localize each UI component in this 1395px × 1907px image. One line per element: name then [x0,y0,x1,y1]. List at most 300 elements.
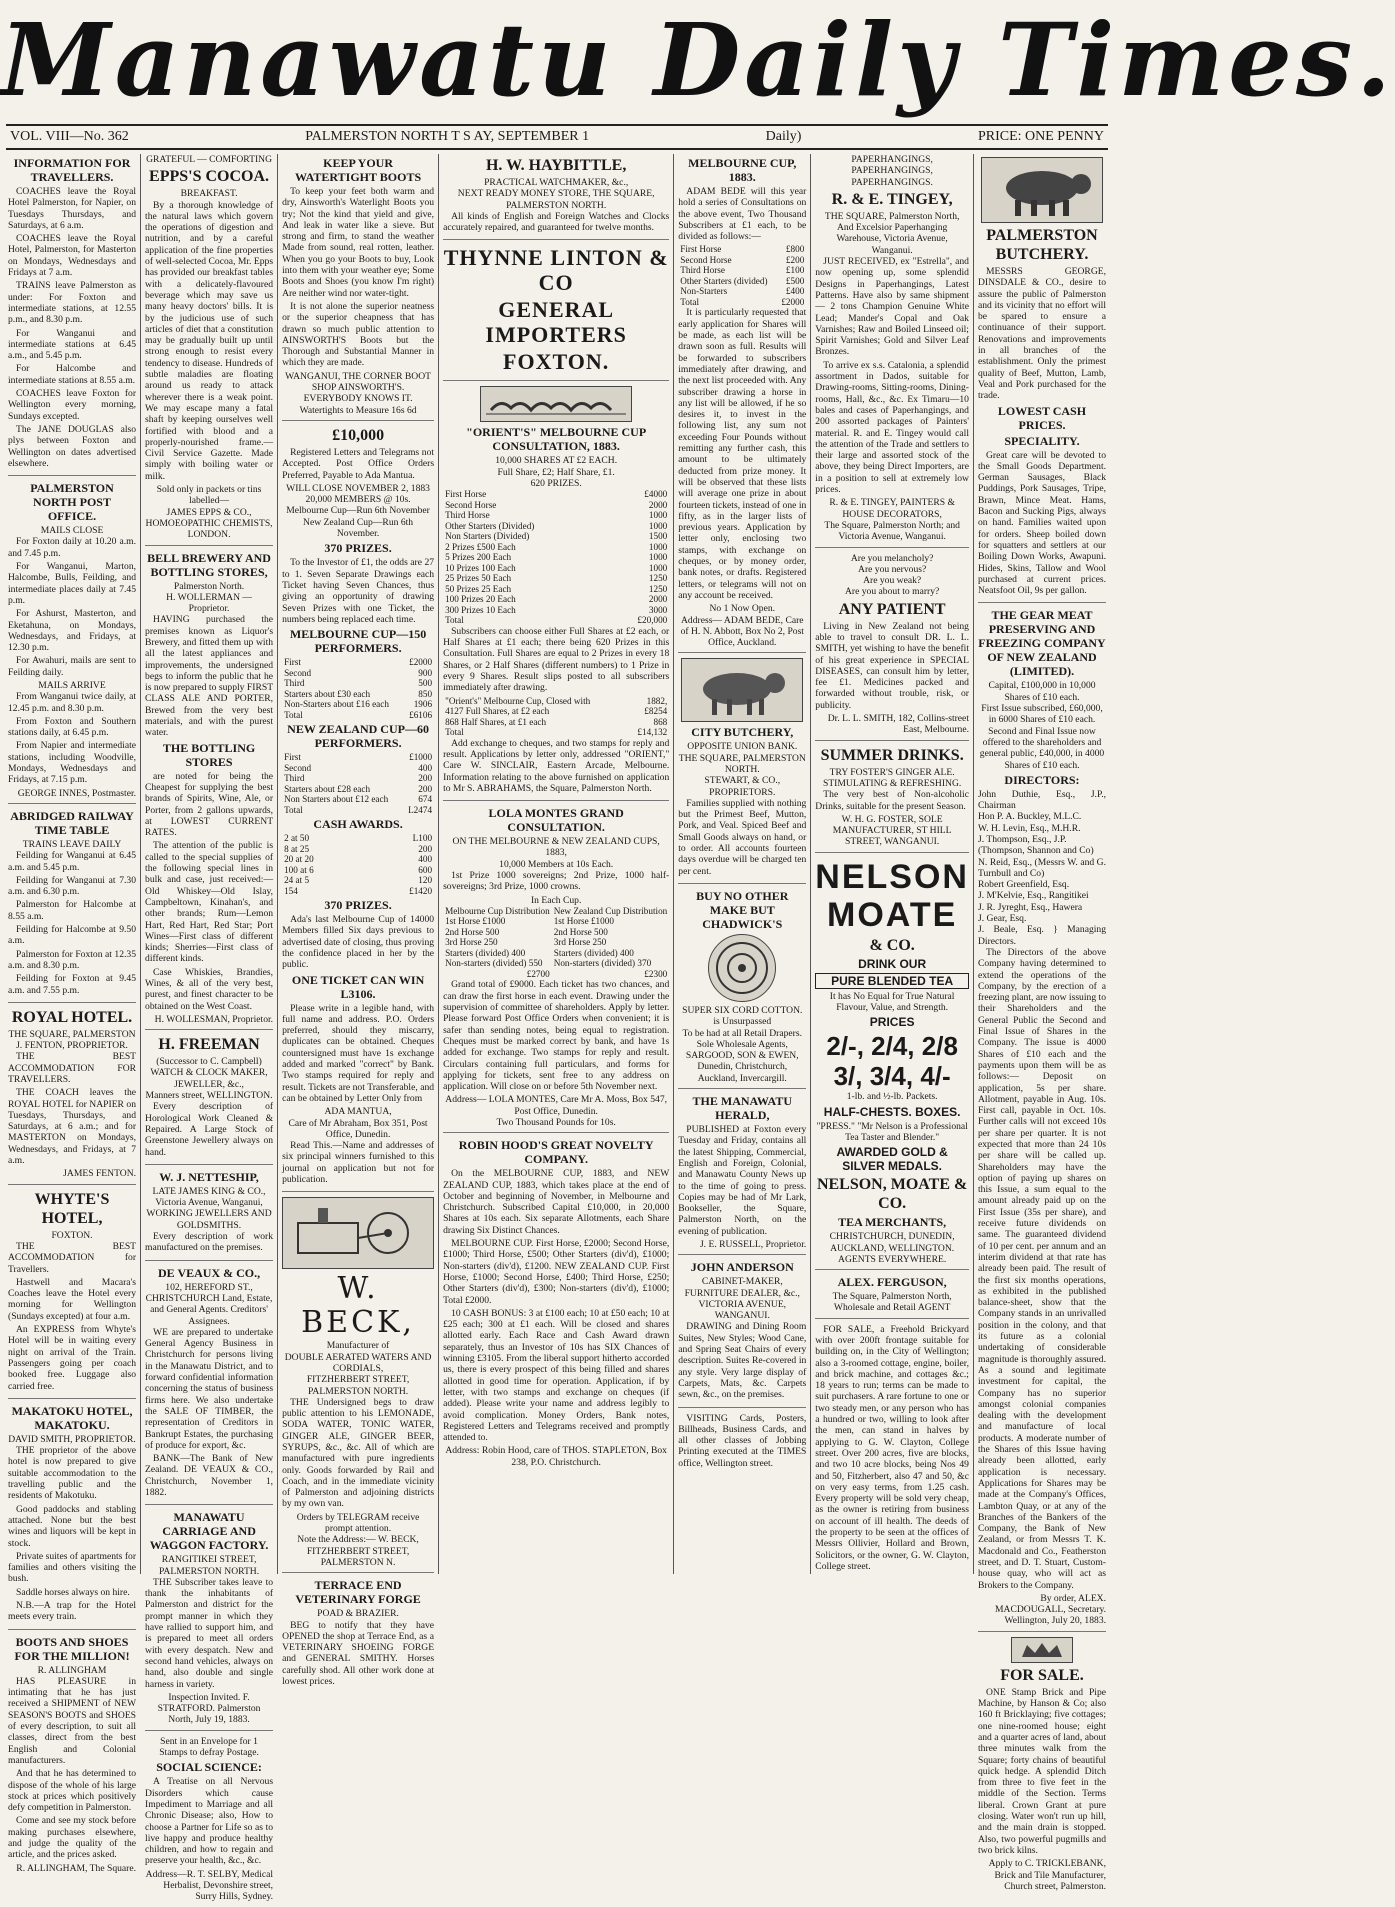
nelson-packets: 1-lb. and ½-lb. Packets. [846,1091,938,1103]
list-item: J. Gear, Esq. [977,913,1027,925]
beck-ad [282,1197,434,1573]
table-row: 4127 Full Shares, at £2 each £8254 [445,706,668,717]
herald-heading: THE MANAWATU HERALD, [692,1094,792,1123]
robin-address: Address: Robin Hood, care of THOS. STAPLETON, Box 238, P.O. Christchurch. [445,1445,667,1468]
list-item: John Duthie, Esq., J.P., Chairman [977,788,1107,812]
list-item: COACHES leave the Royal Hotel Palmerston, for Napier, on Tuesdays Thursdays, and Saturdays, at 6 a.m. [8,186,137,231]
herald-signature: J. E. RUSSELL, Proprietor. [699,1239,807,1250]
carriage-heading: MANAWATU CARRIAGE AND WAGGON FACTORY. [149,1510,269,1553]
list-item: THE proprietor of the above hotel is now prepared to give suitable accommodation to the travelling public and the residents of Makotuku. [8,1445,137,1502]
ainsworth-ad [282,156,434,421]
freeman-heading: H. FREEMAN [158,1036,260,1054]
cash-table [282,833,434,896]
lola-members: 10,000 Members at 10s Each. [499,858,614,870]
smith-heading: ANY PATIENT [838,600,946,618]
table-row: Starters about £30 each 850 [284,688,433,699]
epps-sold: Sold only in packets or tins labelled— [156,484,262,507]
table-row: Non Starters about £12 each 674 [284,794,433,805]
table-row: 154 £1420 [284,885,433,896]
table-row: 2nd Horse 500 2nd Horse 500 [445,926,608,937]
ticket-text: Please write in a legible hand, with full name and address. P.O. Orders preferred, should they miscarry, duplicates can be obtained. Cheques countersigned must have 1s exchange added and marked "correct" by Bank. Two stamps required for reply and result. Tickets are not Transferable, and can be obtained by Letter Only from [282,1002,435,1104]
table-row: Non Starters (Divided) 1500 [445,531,668,542]
list-item: The JANE DOUGLAS also plys between Foxton and Wellington on dates advertised elsewhere. [8,423,137,469]
orient-heading: "ORIENT'S" MELBOURNE CUP CONSULTATION, 1883. [466,425,647,454]
table-row: Second 900 [284,667,433,678]
ticket-heading: ONE TICKET CAN WIN L3106. [291,972,425,1001]
cash-prices-heading: LOWEST CASH PRICES. [997,403,1087,432]
visiting-text: VISITING Cards, Posters, Billheads, Business Cards, and all other classes of Jobbing Printing executed at the TIMES office, Wellington street. [678,1412,807,1469]
bottling-signature: H. WOLLESMAN, Proprietor. [154,1013,274,1025]
beck-note: Note the Address:— W. BECK, FITZHERBERT STREET, PALMERSTON N. [297,1534,419,1568]
epps-text: By a thorough knowledge of the natural laws which govern the operations of digestion and nutrition, and by a careful application of the fine properties of well-selected Cocoa, Mr. Epps has provided our breakfast tables with a delicately-flavoured beverage which may save us many heavy doctors' bills. It is by the judicious use of such articles of diet that a constitution may be gradually built up until strong enough to resist every tendency to disease. Hundreds of subtle maladies are floating around us ready to attack wherever there is a weak point. We may escape many a fatal shaft by keeping ourselves well fortified with blood and a properly-nourished frame.—Civil Service Gazette. Made simply with boiling water or milk. [145,199,274,482]
beck-sub-2: DOUBLE AERATED WATERS AND CORDIALS, [284,1351,432,1374]
table-row: 2 at 50 L100 [284,833,433,844]
carriage-text: THE Subscriber takes leave to thank the inhabitants of Palmerston and district for the prompt manner in which they have rallied to support him, and is prepared to meet all orders with every despatch. New and second hand vehicles, always on hand, also double and single harness in variety. [145,1576,274,1690]
ticket-signature: ADA MANTUA, [324,1106,392,1118]
table-row: Third 200 [284,773,433,784]
robin-text: On the MELBOURNE CUP, 1883, and NEW ZEALAND CUP, 1883, which takes place at the end of October and beginning of November, in Melbourne and Christchurch. Subscribed Capital £10,000, in 20,000 Shares at 10s each. Six separate Allotments, each Share drawing Six Distinct Chances. [443,1168,670,1236]
travellers-info [8,156,136,476]
haybittle-ad [443,156,669,240]
bell-proprietor: H. WOLLERMAN — Proprietor. [166,591,252,615]
list-item: N.B.—A trap for the Hotel meets every train. [8,1599,137,1623]
thynne-heading: THYNNE LINTON & CO [443,245,669,296]
epps-sub: BREAKFAST. [180,188,238,200]
thynne-place: FOXTON. [503,349,610,375]
summer-signature: W. H. G. FOSTER, SOLE MANUFACTURER, ST HILL STREET, WANGANUI. [832,813,952,848]
social-text: A Treatise on all Nervous Disorders which cause Impediment to Marriage and all Chronic Disease; also, How to choose a Partner for Life so as to live happy and produce healthy children, and how to regain and preserve your health, &c., &c. [145,1776,274,1867]
haybittle-address: NEXT READY MONEY STORE, THE SQUARE, PALMERSTON NORTH. [457,188,655,211]
list-item: Come and see my stock before making purchases elsewhere, and judge the quality of the article, and the prices asked. [8,1815,137,1861]
postmaster-signature: GEORGE INNES, Postmaster. [17,787,137,799]
butchery-firm: STEWART, & CO., PROPRIETORS. [704,775,781,798]
list-item: J. Beale, Esq. } Managing Directors. [977,924,1107,947]
social-sent: Sent in an Envelope for 1 Stamps to defray Postage. [159,1735,259,1759]
sweep-members: 20,000 MEMBERS @ 10s. [305,494,411,506]
table-row: Non-starters (divided) 550 Non-starters (divided) 370 [445,958,652,969]
beck-heading: W. BECK, [301,1271,415,1341]
list-item: J. R. Jyreght, Esq., Hawera [977,901,1083,913]
bell-heading: BELL BREWERY AND BOTTLING STORES, [147,550,271,579]
haybittle-sub: PRACTICAL WATCHMAKER, &c., [484,177,629,188]
mc-heading: MELBOURNE CUP—150 PERFORMERS. [289,627,427,656]
nelson-sub: MOATE [827,895,958,934]
haybittle-heading: H. W. HAYBITTLE, [485,157,627,174]
freeman-address: Manners street, WELLINGTON. [145,1090,273,1102]
terrace-text: BEG to notify that they have OPENED the shop at Terrace End, as a VETERINARY SHOEING FORGE and GENERAL SMITHY. Horses carefully shod. All other work done at lowest prices. [282,1619,435,1688]
column-2 [141,154,278,1903]
nelson-moate-ad [815,858,969,1270]
royal-hotel-ad [8,1008,136,1185]
list-item: HAS PLEASURE in intimating that he has just received a SHIPMENT of NEW SEASON'S BOOTS and SHOES of every description, to suit all classes, direct from the best English and Colonial manufacturers. [8,1675,137,1766]
gear-capital: Capital, £100,000 in 10,000 Shares of £10 each. [988,680,1096,703]
nelson-heading: NELSON [815,857,969,896]
gear-second: Second and Final Issue now offered to the shareholders and general public, £40,000, in 4000 Shares of £10 each. [979,725,1105,771]
list-item: Palmerston for Foxton at 12.35 a.m. and 8.30 p.m. [8,948,137,971]
butchery-text: Families supplied with nothing but the Primest Beef, Mutton, Pork, and Veal. Spiced Beef and Small Goods always on hand, or to order. All accounts fourteen days overdue will be charged ten per cent. [678,797,807,877]
list-item: From Wanganui twice daily, at 12.45 p.m. and 8.30 p.m. [8,691,137,714]
issue-note: Daily) [765,129,802,144]
nelson-boxes: HALF-CHESTS. BOXES. [823,1104,961,1119]
list-item: Hon P. A. Buckley, M.L.C. [977,811,1082,823]
tingey-text: JUST RECEIVED, ex "Estrella", and now opening up, some splendid Designs in Paperhangings, Latest Patterns. Have also by same shipment— 2 tons Champion Genuine White Lead; Mander's Copal and Oak Varnishes; Raw and Boiled Linseed oil; Spirit Varnishes; Gold and Silver Leaf Bronzes. [815,256,969,358]
beck-orders: Orders by TELEGRAM receive prompt attention. [296,1511,420,1535]
nelson-firm: NELSON, MOATE & CO. [816,1176,968,1213]
carriage-address: RANGITIKEI STREET, PALMERSTON NORTH. [158,1554,260,1577]
sweep-amount: £10,000 [332,426,385,444]
table-row: 25 Prizes 50 Each 1250 [445,573,668,584]
orient-note: Add exchange to cheques, and two stamps for reply and result. Applications by letter only, addressed "ORIENT," Care W. SINCLAIR, Eastern Arcade, Melbourne. Information relating to the above furnished on application to Mr S. ABRAHAMS, the Square, Palmerston North. [443,737,670,794]
for-sale-ad [978,1637,1106,1896]
manawatu-herald-ad [678,1094,806,1255]
bottling-text-2: The attention of the public is called to the special supplies of the following special lines in bulk and case, just received:—Old Whiskey—Old Islay, Campbeltown, Kinahan's, and other brands; Rum—Lemon Hart, Red Hart, Red Star; Port Wines—First class of different kinds; Sherries—First class of different kinds. [145,840,274,965]
terrace-heading: TERRACE END VETERINARY FORGE [295,1578,421,1607]
gear-meat-ad [978,608,1106,1631]
gear-text: The Directors of the above Company having determined to extend the operations of the Company, by the erection of a freezing plant, are now issuing to their Shareholders and the General Public the Second and Final Issue of Shares in the Company. The issue is 4000 Shares of £10 each and the payments upon them will be as follows:— Deposit on application, 5s per share. Allotment, payable in Aug. 10s. First call, payable in Oct. 10s. Further calls will not exceed 10s per share per quarter. It is not expected that more than 24 10s per share will be called up. Shareholders may have the option of paying up shares on this Issue, a sum equal to the amount already paid up on the First Issue (35s per share), and receive future dividends on same. The guaranteed dividend of 10 per cent. per annum and an interim dividend at that rate has already been paid. The result of the first six months operations, as exhibited in the published balance-sheet, show that the Company stands in an unrivalled position in the colony, and that its future as a colonial undertaking of considerable magnitude is thoroughly assured. As a sound and legitimate investment for capital, the Company has no superior amongst colonial companies dealing with the development and manufacture of local products. A moderate number of the Shares of this Issue having already been allotted, early application is necessary. Applications for Shares may be made at the Company's Offices, Lambton Quay, or at any of the Branches of the Bankers of the Company, the Bank of New Zealand, or from Messrs T. K. Macdonald and Co., Featherston street, and D. T. Stuart, Custom-house quay, who will act as Brokers to the Company. [977,946,1107,1591]
list-item: THE BEST ACCOMMODATION FOR TRAVELLERS. [8,1051,137,1085]
anderson-sub: CABINET-MAKER, FURNITURE DEALER, &c., VICTORIA AVENUE, WANGANUI. [684,1276,800,1322]
royal-hotel-proprietor: J. FENTON, PROPRIETOR. [16,1040,128,1052]
table-row: Melbourne Cup Distribution New Zealand Cup Distribution [445,905,668,916]
table-row: Third Horse 1000 [445,510,668,521]
bell-place: Palmerston North. [173,580,245,592]
freeman-sub: (Successor to C. Campbell) WATCH & CLOCK MAKER, JEWELLER, &c., [150,1056,268,1090]
nelson-cities: CHRISTCHURCH, DUNEDIN, AUCKLAND, WELLINGTON. [829,1231,955,1254]
brickyard-text: FOR SALE, a Freehold Brickyard with over 200ft frontage suitable for building on, in the City of Wellington; also a 3-roomed cottage, engine, boiler, and brick machine, and cottages &c.; 18 years to run; terms can be made to suit purchasers. A rare fortune to one or two steady men, or any person who has a hundred or two, willing to look after the men, can stand in halves by applying to G. W. Clayton, College street. Over 200 acres, five are blocks, and two 10 acre blocks, being Nos 49 and 50, Fitzherbert, also 47 and 50, &c on very easy terms, from 1.25 cash. Every property will be sold very cheap, as the owner is retiring from business on account of ill health. The deeds of the property to be seen at the offices of Messrs Ollivier, Hollard and Brown, Solicitors, or the owner, G. W. Clayton, College street. [815,1323,969,1572]
list-item: THE BEST ACCOMMODATION for Travellers. [8,1240,137,1275]
lola-address: Address— LOLA MONTES, Care Mr A. Moss, Box 547, Post Office, Dunedin. [445,1094,668,1117]
list-item: Are you melancholy? [850,552,934,564]
carriage-signature: Inspection Invited. F. STRATFORD. Palmerston North, July 19, 1883. [157,1691,261,1726]
netteship-heading: W. J. NETTESHIP, [159,1169,259,1184]
epps-pre: GRATEFUL — COMFORTING [146,154,273,165]
nelson-agents: AGENTS EVERYWHERE. [838,1253,947,1265]
table-row: 20 at 20 400 [284,854,433,865]
makatoku-proprietor: DAVID SMITH, PROPRIETOR. [8,1433,136,1445]
dateline [6,124,1108,150]
adam-text-2: It is particularly requested that early application for Shares will be made, as each list will be drawn soon as full. Results will be forwarded to subscribers immediately after drawing, and the next list proceeded with. Any subscriber drawing a horse in any list will be allowed, if he so desires it, to invest in the following list, any sum not exceeding Four Pounds without remitting any further cash, this amount to be ultimately deducted from prize money. It will be observed that these lists will average one prize in about fourteen tickets, instead of one in fifty, as in the larger lists of previous years. Application by letter only, enclosing two stamps, with exchange on cheques, or by money order, bank notes, or drafts. Registered letters, or telegrams will not on any account be received. [678,307,807,601]
sweep-close: WILL CLOSE NOVEMBER 2, 1883 [286,482,430,494]
ainsworth-verse: To keep your feet both warm and dry, Ainsworth's Waterlight Boots you try; Not the kind that yield and give, And leak in water like a sieve. But strong and firm, to stand the weather Made from sound, real rotten, leather. When you go your Boots to buy, Look into them with your weather eye; Some Boots and Shoes (you know I'm right) Are neither wind nor water-tight. [282,186,435,299]
date-place: PALMERSTON NORTH T S AY, SEPTEMBER 1 [305,129,590,144]
table-row: 1st Horse £1000 1st Horse £1000 [445,916,614,927]
ainsworth-heading: KEEP YOUR WATERTIGHT BOOTS [294,156,422,184]
list-item: (Thompson, Shannon and Co) [977,845,1094,857]
anderson-text: DRAWING and Dining Room Suites, New Styles; Wood Cane, and Spring Seat Chairs of every description. Suites Re-covered in any style. Very large display of Carpets, Mats, &c. Carpets sewn, &c., on the premises. [678,1321,807,1401]
table-row: Non-Starters about £16 each 1906 [284,699,433,710]
list-item: Are you nervous? [858,563,927,575]
netteship-sub: LATE JAMES KING & CO., Victoria Avenue, Wanganui, WORKING JEWELLERS AND GOLDSMITHS. [146,1185,272,1231]
haybittle-text: All kinds of English and Foreign Watches and Clocks accurately repaired, and guaranteed for twelve months. [443,210,670,234]
prizes2-heading: 370 PRIZES. [324,898,392,913]
nelson-tea: PURE BLENDED TEA [815,973,969,989]
whytes-hotel-heading: WHYTE'S HOTEL, [34,1190,110,1227]
lola-prize: 1st Prize 1000 sovereigns; 2nd Prize, 1000 half-sovereigns; 3rd Prize, 1000 crowns. [443,870,670,893]
nelson-prices-1: 2/-, 2/4, 2/8 [826,1031,958,1062]
list-item: N. Reid, Esq., (Messrs W. and G. Turnbull and Co) [977,856,1107,879]
list-item: THE COACH leaves the ROYAL HOTEL for NAPIER on Tuesdays, Thursdays, and Saturdays, at 6 a.m.; and for MASTERTON on Mondays, Wednesdays, and Fridays, at 7 a.m. [8,1087,137,1167]
butchery-heading: CITY BUTCHERY, [691,725,794,740]
royal-hotel-heading: ROYAL HOTEL. [11,1008,133,1026]
beck-address: FITZHERBERT STREET, PALMERSTON NORTH. [306,1374,410,1397]
adam-bede-ad [678,156,806,653]
railway-heading: ABRIDGED RAILWAY TIME TABLE [10,808,134,837]
deveaux-heading: DE VEAUX & CO., [157,1265,261,1280]
adam-address: Address— ADAM BEDE, Care of H. N. Abbott, Box No 2, Post Office, Auckland. [680,614,804,649]
list-item: J. M'Kelvie, Esq., Rangitikei [977,890,1089,902]
column-1 [4,154,141,1874]
prizes2-text: Ada's last Melbourne Cup of 14000 Members filled Six days previous to advertised date of closing, thus proving the confidence placed in her by the public. [282,914,435,971]
table-row: Total £14,132 [445,727,668,738]
masthead-title: Manawatu Daily Times. [0,1,1395,119]
bell-text: HAVING purchased the premises known as Liquor's Brewery, and fitted them up with all the latest appliances and improvements, the undersigned begs to inform the public that he is now prepared to supply FIRST CLASS ALE AND PORTER, Brewed from the very best materials, and with the purest water. [145,614,274,739]
table-row: First Horse £800 [680,244,805,255]
nelson-prices-2: 3/, 3/4, 4/- [833,1061,951,1092]
smith-text: Living in New Zealand not being able to travel to consult DR. L. L. SMITH, yet wishing to have the benefit of his great experience in SPECIAL DISEASES, can consult him by letter, fee £1. Medicines packed and forwarded without trouble, risk, or publicity. [815,620,969,711]
palmerston-butchery-ad [978,157,1106,603]
palmerston-butchery-text: MESSRS GEORGE, DINSDALE & CO., desire to assure the public of Palmerston and its vicinity that no effort will be spared to ensure a continuance of their support. Renovations and improvements in all branches of the establishment. Only the primest quality of Beef, Mutton, Lamb, Veal and Pork purchased for the trade. [977,266,1107,402]
list-item: For Awahuri, mails are sent to Feilding daily. [8,655,137,678]
prizes-heading: 370 PRIZES. [324,541,392,556]
epps-heading: EPPS'S COCOA. [149,168,270,186]
tingey-pre: PAPERHANGINGS, PAPERHANGINGS, PAPERHANGINGS. [851,154,933,188]
list-item: Are you weak? [863,575,922,587]
list-item: W. H. Levin, Esq., M.H.R. [977,822,1081,834]
ferguson-text: The Square, Palmerston North, Wholesale and Retail AGENT [832,1291,952,1314]
column-7 [974,154,1110,1892]
mails-arrive-heading: MAILS ARRIVE [38,679,106,691]
machinery-engraving [282,1197,434,1269]
sweep-cup-2: New Zealand Cup—Run 6th November. [303,516,414,540]
bottling-heading: THE BOTTLING STORES [162,740,256,769]
table-row: Starters about £28 each 200 [284,783,433,794]
column-5 [674,154,811,1574]
palmerston-butchery-heading: PALMERSTON BUTCHERY. [986,227,1098,263]
ferguson-heading: ALEX. FERGUSON, [837,1275,947,1290]
orient-text: Subscribers can choose either Full Shares at £2 each, or Half Shares at £1 each; there being 620 Prizes in this Consultation. Full Shares are equal to 2 Prizes in every 18 Shares, or 2 Half Shares (different numbers) to 1 Prize in every 9 Shares. Result slips posted to all subscribers immediately after drawing. [443,625,670,694]
list-item: COACHES leave Foxton for Wellington every morning, Sundays excepted. [8,388,137,422]
tingey-heading: R. & E. TINGEY, [831,190,953,208]
columns [4,154,1110,1903]
social-science-ad [145,1736,273,1907]
list-item: Are you about to marry? [844,586,940,598]
adam-heading: MELBOURNE CUP, 1883. [688,156,797,184]
brickyard-sale-ad [815,1324,969,1579]
chadwick-seal-icon [708,934,776,1002]
gear-heading: THE GEAR MEAT PRESERVING AND FREEZING COMPANY OF NEW ZEALAND (LIMITED). [978,608,1106,679]
table-row: Other Starters (divided) £500 [680,275,805,286]
palmerston-butchery-text-2: Great care will be devoted to the Small Goods Department. German Sausages, Black Puddings, Pork Sausages, Tripe, Brawn, Mince Meat. Hams, Bacon and Sucking Pigs, always on hand. Families waited upon for orders. Sheep boiled down for squatters and settlers at our Boiling Down Works, Awapuni. Hides, Skins, Tallow and Wool purchased at current prices. Neatsfoot Oil, 9s per gallon. [977,449,1107,597]
list-item: TRAINS leave Palmerston as under: For Foxton and intermediate stations, at 12.55 p.m., and 8.30 p.m. [8,280,137,326]
visiting-cards-ad [678,1413,806,1475]
table-row: £2700 £2300 [526,968,668,979]
orient-sub: 10,000 SHARES AT £2 EACH. [495,455,618,467]
column-6 [811,154,974,1574]
sweep-text: Registered Letters and Telegrams not Accepted. Post Office Orders Preferred, Payable to Ada Mantua. [282,446,435,481]
list-item: Private suites of apartments for families and others visiting the bush. [8,1550,137,1585]
list-item: For Wanganui, Marton, Halcombe, Bulls, Feilding, and intermediate places daily at 7.45 p.m. [8,561,137,606]
adam-text: ADAM BEDE will this year hold a series of Consultations on the above event, Two Thousand Subscribers at £1 each, to be divided as follows:— [678,186,807,243]
list-item: COACHES leave the Royal Hotel, Palmerston, for Masterton on Mondays, Wednesdays and Fridays at 7 a.m. [8,233,137,279]
table-row: 868 Half Shares, at £1 each 868 [445,716,668,727]
list-item: And that he has determined to dispose of the whole of his large stock at prices which positively defy competition in Palmerston. [8,1768,137,1814]
list-item: Good paddocks and stabling attached. None but the best wines and liquors will be kept in stock. [8,1503,137,1549]
ferguson-ad [815,1275,969,1319]
post-office [8,481,136,804]
netteship-ad [145,1170,273,1261]
social-heading: SOCIAL SCIENCE: [156,1760,262,1775]
travellers-list [8,186,136,469]
list-item: Palmerston for Halcombe at 8.55 a.m. [8,899,137,922]
bull-engraving [681,658,803,722]
table-row: 2 Prizes £500 Each 1000 [445,541,668,552]
list-item: Hastwell and Macara's Coaches leave the Hotel every morning for Wellington (Sundays excepted) at four a.m. [8,1276,137,1322]
table-row: Second Horse 2000 [445,499,668,510]
prizes-text: To the Investor of £1, the odds are 27 to 1. Seven Separate Drawings each Ticket having Seven Chances, thus giving an opportunity of drawing Seven Prizes with one Ticket, the numbers being replaced each time. [282,557,435,625]
chadwick-sub: SUPER SIX CORD COTTON. [682,1004,803,1016]
ticket-address: Care of Mr Abraham, Box 351, Post Office, Dunedin. [288,1117,428,1140]
tingey-sub-2: And Excelsior Paperhanging Warehouse, Victoria Avenue, Wanganui. [836,222,948,256]
summer-heading: SUMMER DRINKS. [820,746,964,764]
price: PRICE: ONE PENNY [977,129,1104,144]
butchery-sub: OPPOSITE UNION BANK. THE SQUARE, PALMERSTON NORTH. [678,741,806,775]
freeman-text: Every description of Horological Work Cleaned & Repaired. A Large Stock of Greenstone Jewellery always on hand. [145,1101,274,1158]
lola-footer: Two Thousand Pounds for 10s. [496,1116,616,1128]
list-item: For Halcombe and intermediate stations at 8.55 a.m. [8,363,137,386]
for-sale-text: ONE Stamp Brick and Pipe Machine, by Hanson & Co; also 160 ft Bricklaying; five cottages; one nine-roomed house; eight and a quarter acres of land, about three minutes walk from the Square; forty chains of beautiful quick hedge. A splendid Ditch from three to five feet in the middle of the Section. Terms liberal. Crown Grant at pure closing. Water won't run up hill, and the main drain is stopped. Also, two powerful pugmills and two brick kilns. [977,1686,1107,1856]
list-item: Feilding for Halcombe at 9.50 a.m. [8,924,137,947]
robin-text-2: MELBOURNE CUP. First Horse, £2000; Second Horse, £1000; Third Horse, £500; Other Starters (div'd), £1000; Non-starters (div'd), £1200. NEW ZEALAND CUP. First Horse, £1000; Second Horse, £400; Third Horse, £250; Other Starters (div'd), £300; Non-starters (div'd), £1000; Total £2000. [443,1238,670,1306]
summer-drinks-ad [815,746,969,853]
tingey-text-2: To arrive ex s.s. Catalonia, a splendid assortment in Dados, suitable for Drawing-rooms, Sitting-rooms, Dining-rooms, Hall, &c., &c. Ex Timaru—10 bales and cases of Paperhangings, and 200 assorted packages of Painters' material. R. and E. Tingey would call the attention of the Trade and settlers to their large and assorted stock of the above, they being Direct Importers, are in a position to sell at extremely low prices. [815,359,969,496]
nz-heading: NEW ZEALAND CUP—60 PERFORMERS. [287,722,429,751]
ainsworth-firm: WANGANUI, THE CORNER BOOT SHOP AINSWORTH'S. EVERYBODY KNOWS IT. Watertights to Measure 16s 6d [285,370,431,416]
gear-issue: First Issue subscribed, £60,000, in 6000 Shares of £10 each. [981,703,1103,726]
table-row: Second 400 [284,762,433,773]
mc-table [282,657,434,720]
robin-text-3: 10 CASH BONUS: 3 at £100 each; 10 at £50 each; 10 at £25 each; 300 at £1 each. Will be closed and shares allotted early. Each Race and Cash Award drawn separately, thus an Investor of 10s has SIX Chances of winning £3105. From the liberal support hitherto accorded us, there is every prospect of this being filled and shares allotted in good time for operation. Application, if by letter, with two stamps and exchange on cheques (if added). Please write your name and address legibly to avoid complication. Money Orders, Bank notes, Registered Letters and Telegrams received and promptly attended to. [443,1307,670,1444]
whytes-hotel-place: FOXTON. [51,1229,93,1241]
terrace-forge-ad [282,1578,434,1693]
nelson-equal: It has No Equal for True Natural Flavour, Value, and Strength. [829,990,955,1014]
anderson-ad [678,1260,806,1407]
table-row: Total £2000 [680,296,805,307]
list-item: Saddle horses always on hire. [16,1586,130,1598]
nelson-drink: DRINK OUR [858,956,927,971]
tingey-sub: THE SQUARE, Palmerston North, [824,210,960,222]
summer-sub-2: STIMULATING & REFRESHING. [822,777,962,789]
summer-text: The very best of Non-alcoholic Drinks, suitable for the present Season. [815,789,969,812]
thynne-sub: GENERAL IMPORTERS [485,297,627,348]
freeman-ad [145,1035,273,1165]
deveaux-text: WE are prepared to undertake General Agency Business in Christchurch for persons living in the Manawatu District, and to forward confidential information concerning the status of business firms here. We also undertake the SALE OF TIMBER, the representation of Creditors in Bankrupt Estates, the purchasing of produce for export, &c. [145,1326,274,1451]
city-butchery-ad [678,658,806,884]
boots-heading: BOOTS AND SHOES FOR THE MILLION! [14,1634,130,1663]
list-item: For Ashurst, Masterton, and Eketahuna, on Mondays, Wednesdays, and Fridays, at 12.30 p.m. [8,608,137,654]
beck-sub: Manufacturer of [326,1340,390,1352]
summer-sub: TRY FOSTER'S GINGER ALE. [829,766,955,778]
thynne-linton-ad [443,245,669,381]
nelson-merchants: TEA MERCHANTS, [838,1215,947,1230]
list-item: J. Thompson, Esq., J.P. [977,833,1067,845]
boots-signature: R. ALLINGHAM, The Square. [16,1862,137,1874]
table-row: 8 at 25 200 [284,843,433,854]
table-row: First £1000 [284,752,433,763]
smith-signature: Dr. L. L. SMITH, 182, Collins-street East, Melbourne. [827,713,969,736]
herald-text: PUBLISHED at Foxton every Tuesday and Friday, contains all the latest Shipping, Commercial, English and Foreign, Colonial, and Manawatu County News up to the time of going to press. Copies may be had of Mr Lark, Bookseller, the Square, Palmerston North, on the evening of publication. [678,1124,807,1237]
deveaux-bank: BANK—The Bank of New Zealand. DE VEAUX & CO., Christchurch, November 1, 1882. [145,1453,274,1498]
table-row: 10 Prizes 100 Each 1000 [445,562,668,573]
orient-table [443,489,669,626]
tingey-ad [815,154,969,548]
gear-signature: By order, ALEX. MACDOUGALL, Secretary. Wellington, July 20, 1883. [995,1592,1107,1627]
epps-firm: JAMES EPPS & CO., [166,506,252,518]
table-row: 24 at 5 120 [284,875,433,886]
lola-montes-ad [443,806,669,1133]
lola-text: Grand total of £9000. Each ticket has two chances, and can draw the first horse in each event. Drawing under the supervision of committee of shareholders. Apply by letter. Please forward Post Office Orders when convenient; it is safer than sending notes, being equal to registration. Cheques must be marked correct by bank, and have 1s added for exchange. Two stamps for reply and result. Circulars containing full particulars, and forms for applying for tickets, sent free to any address on application. Will close on or before 5th November next. [443,979,670,1093]
ada-mantua-sweep [282,426,434,1192]
crown-ornament-icon [1011,1637,1073,1663]
epps-cocoa-ad [145,154,273,546]
lola-table [443,906,669,980]
bottling-text: are noted for being the Cheapest for supplying the best brands of Spirits, Wine, Ale, or Porter, from 2 gallons upwards, at LOWEST CURRENT RATES. [145,770,274,839]
list-item: For Foxton daily at 10.20 a.m. and 7.45 p.m. [8,536,137,559]
table-row: 5 Prizes 200 Each 1000 [445,552,668,563]
table-row: Third 500 [284,678,433,689]
speciality-heading: SPECIALITY. [1004,433,1080,448]
cash-heading: CASH AWARDS. [313,817,403,832]
crown-icon [1017,1641,1067,1659]
masthead [0,0,1395,120]
bell-brewery-ad [145,551,273,1031]
netteship-text: Every description of work manufactured on the premises. [145,1231,274,1254]
table-row: Starters (divided) 400 Starters (divided) 400 [445,947,634,958]
nz-table [282,752,434,815]
anderson-heading: JOHN ANDERSON [690,1260,794,1275]
table-row: Total £6106 [284,709,433,720]
table-row: 50 Prizes 25 Each 1250 [445,583,668,594]
makatoku-hotel-ad [8,1404,136,1630]
lola-sub: ON THE MELBOURNE & NEW ZEALAND CUPS, 1883, [452,836,660,859]
table-row: Other Starters (Divided) 1000 [445,520,668,531]
list-item: Feilding for Wanganui at 6.45 a.m. and 5.45 p.m. [8,850,137,873]
tingey-address: The Square, Palmerston North; and Victoria Avenue, Wanganui. [824,519,960,543]
nelson-co: & CO. [869,936,915,954]
table-row: First £2000 [284,657,433,668]
robin-hood-ad [443,1138,669,1472]
for-sale-signature: Apply to C. TRICKLEBANK, Brick and Tile Manufacturer, Church street, Palmerston. [988,1858,1107,1892]
chadwick-agents: Sole Wholesale Agents, SARGOOD, SON & EWEN, Dunedin, Christchurch, Auckland, Invercargill. [685,1038,799,1084]
list-item: Feilding for Wanganui at 7.30 a.m. and 6.30 p.m. [8,874,137,898]
tingey-signature: R. & E. TINGEY, PAINTERS & HOUSE DECORATORS, [829,497,955,520]
table-row: Third Horse £100 [680,265,805,276]
table-row: First Horse £4000 [445,489,668,500]
chadwicks-ad [678,889,806,1089]
makatoku-heading: MAKATOKU HOTEL, MAKATOKU. [11,1403,133,1432]
railway-timetable [8,809,136,1003]
robin-heading: ROBIN HOOD'S GREAT NOVELTY COMPANY. [458,1138,654,1167]
volume-number: VOL. VIII—No. 362 [10,129,129,144]
boots-shoes-ad [8,1635,136,1878]
ox-icon [987,162,1097,218]
chadwick-heading: BUY NO OTHER MAKE BUT CHADWICK'S [696,888,789,931]
table-row: 3rd Horse 250 3rd Horse 250 [445,937,607,948]
carriage-factory-ad [145,1510,273,1730]
machine-icon [288,1203,428,1263]
terrace-sub: POAD & BRAZIER. [317,1608,399,1620]
horse-race-engraving [480,386,632,422]
nelson-medals: AWARDED GOLD & SILVER MEDALS. [836,1145,948,1174]
